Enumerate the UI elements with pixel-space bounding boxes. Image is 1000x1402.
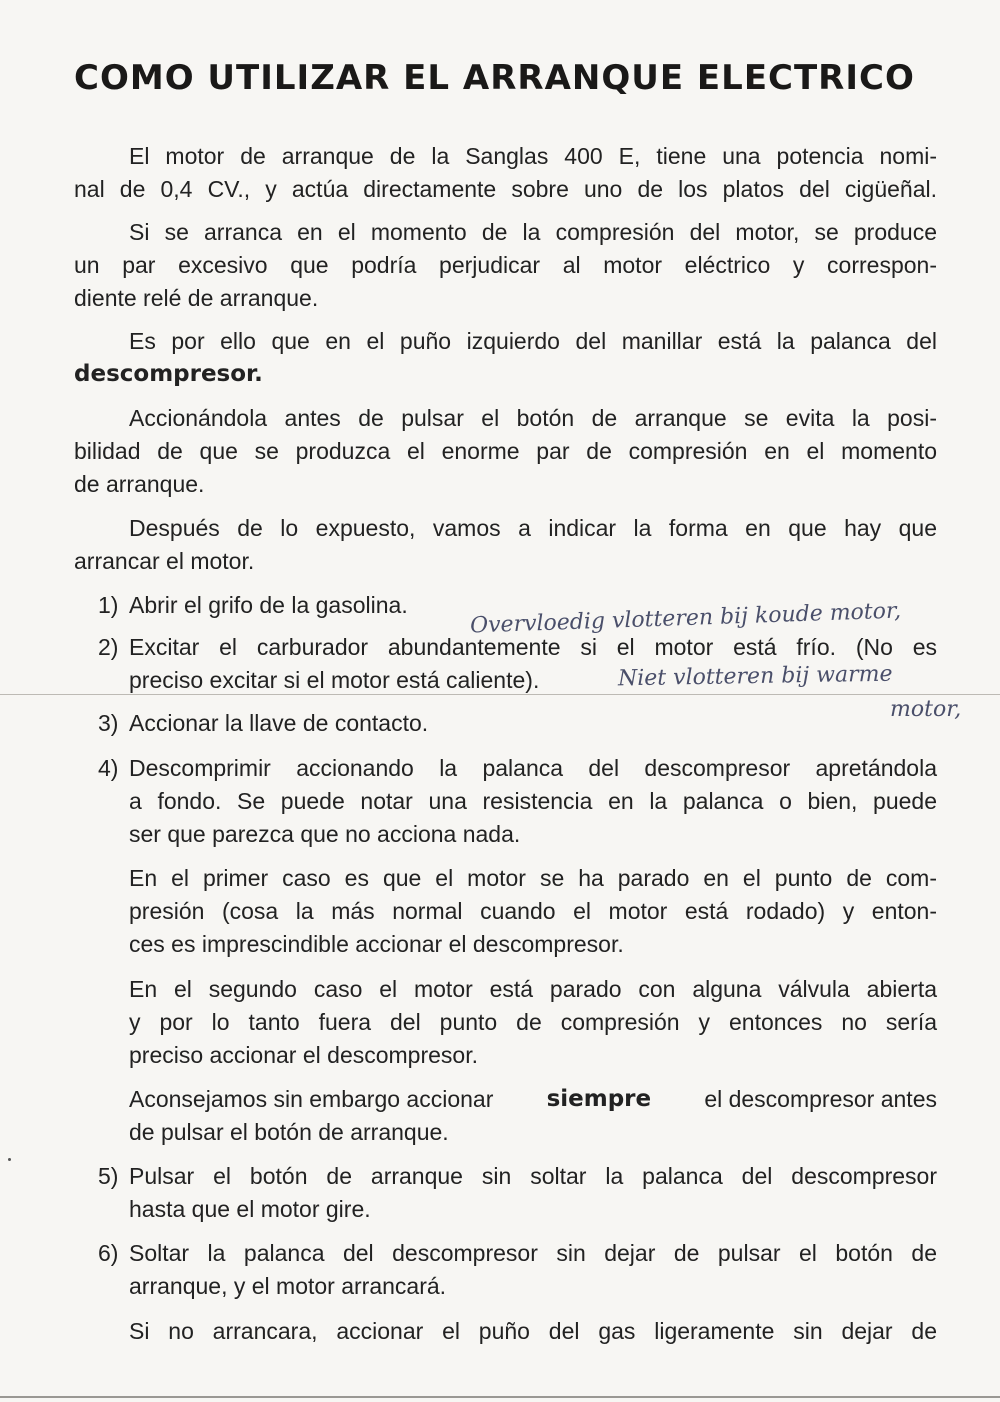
paragraph-line: [129, 1086, 937, 1113]
step-text: hasta que el motor gire.: [129, 1196, 371, 1222]
step-number: 1): [98, 592, 119, 618]
paragraph-line: En el primer caso es que el motor se ha parado en el punto de com-: [129, 865, 937, 891]
step-text: ser que parezca que no acciona nada.: [129, 821, 521, 847]
step-text: arranque, y el motor arrancará.: [129, 1273, 447, 1299]
text-run: el descompresor antes: [704, 1086, 937, 1112]
paragraph-line: diente relé de arranque.: [74, 285, 319, 311]
paragraph-line: En el segundo caso el motor está parado con alguna válvula abierta: [129, 976, 937, 1002]
handwritten-note: Niet vlotteren bij warme: [617, 661, 893, 692]
paragraph-line: Si se arranca en el momento de la compresión del motor, se produce: [129, 219, 937, 245]
step-text: Soltar la palanca del descompresor sin dejar de pulsar el botón de: [129, 1240, 937, 1266]
paragraph-line: Accionándola antes de pulsar el botón de arranque se evita la posi-: [129, 405, 937, 431]
paragraph-line: un par excesivo que podría perjudicar al motor eléctrico y correspon-: [74, 252, 937, 278]
paragraph-line: preciso accionar el descompresor.: [129, 1042, 478, 1068]
step-number: 3): [98, 710, 119, 736]
step-text: preciso excitar si el motor está caliente).: [129, 667, 540, 693]
step-text: Accionar la llave de contacto.: [129, 710, 429, 736]
text-run: Aconsejamos sin embargo accionar: [129, 1086, 494, 1112]
handwritten-note: Overvloedig vlotteren bij koude motor,: [469, 598, 902, 639]
paragraph-line: presión (cosa la más normal cuando el motor está rodado) y enton-: [129, 898, 937, 924]
step-text: Abrir el grifo de la gasolina.: [129, 592, 408, 618]
paragraph-line: ces es imprescindible accionar el descompresor.: [129, 931, 624, 957]
paragraph-line: nal de 0,4 CV., y actúa directamente sobre uno de los platos del cigüeñal.: [74, 176, 937, 202]
paragraph-line: arrancar el motor.: [74, 548, 255, 574]
step-text: Descomprimir accionando la palanca del descompresor apretándola: [129, 755, 937, 781]
paragraph-line: Si no arrancara, accionar el puño del gas ligeramente sin dejar de: [129, 1318, 937, 1344]
paragraph-line: Después de lo expuesto, vamos a indicar la forma en que hay que: [129, 515, 937, 541]
paper-speck: [8, 1158, 11, 1161]
paragraph-line: El motor de arranque de la Sanglas 400 E, tiene una potencia nomi-: [129, 143, 937, 169]
step-number: 5): [98, 1163, 119, 1189]
emphasis-word: siempre: [546, 1086, 652, 1112]
fold-line: [0, 694, 1000, 695]
paragraph-line: bilidad de que se produzca el enorme par de compresión en el momento: [74, 438, 937, 464]
paragraph-line: y por lo tanto fuera del punto de compresión y entonces no sería: [129, 1009, 937, 1035]
step-number: 6): [98, 1240, 119, 1266]
step-text: a fondo. Se puede notar una resistencia en la palanca o bien, puede: [129, 788, 937, 814]
page-bottom-edge: [0, 1396, 1000, 1398]
step-text: Excitar el carburador abundantemente si el motor está frío. (No es: [129, 634, 937, 660]
page-title: COMO UTILIZAR EL ARRANQUE ELECTRICO: [74, 58, 915, 98]
step-number: 2): [98, 634, 119, 660]
paragraph-line: de pulsar el botón de arranque.: [129, 1119, 449, 1145]
step-text: Pulsar el botón de arranque sin soltar la palanca del descompresor: [129, 1163, 937, 1189]
paragraph-line: de arranque.: [74, 471, 205, 497]
step-number: 4): [98, 755, 119, 781]
emphasis-word: descompresor.: [74, 361, 263, 387]
paragraph-line: Es por ello que en el puño izquierdo del manillar está la palanca del: [129, 328, 937, 354]
handwritten-note: motor,: [890, 697, 962, 722]
